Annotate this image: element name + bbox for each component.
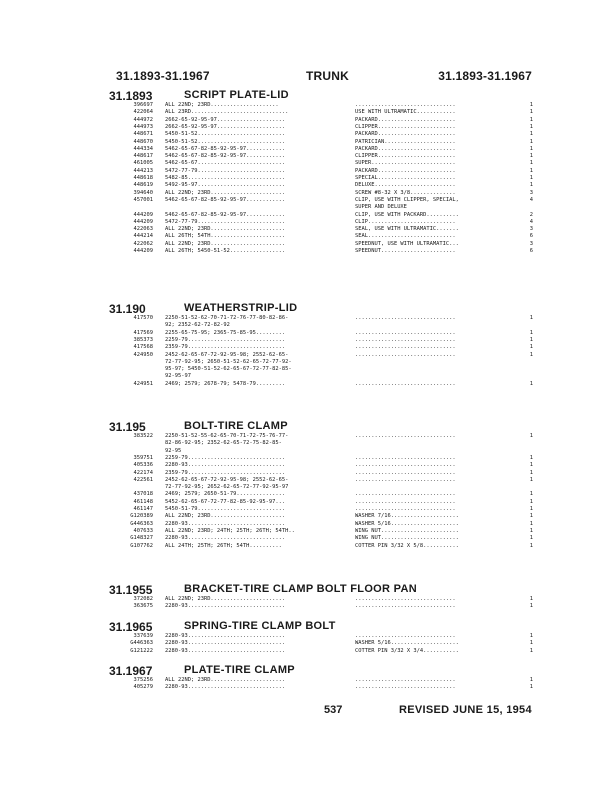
part-number: 422561 xyxy=(133,476,153,483)
application-models: 2259-79.............................. xyxy=(165,336,286,343)
application-models: 5462-65-67-82-85-92-95-97............ xyxy=(165,211,286,218)
application-models: ALL 22ND; 23RD....................... xyxy=(165,240,286,247)
section-number: 31.195 xyxy=(109,420,146,434)
quantity: 1 xyxy=(529,513,533,520)
application-models: 2280-93.............................. xyxy=(165,647,286,654)
part-description: SPEEDNUT....................... xyxy=(355,248,456,254)
quantity: 1 xyxy=(529,535,533,542)
part-number: 372082 xyxy=(133,596,153,602)
application-models: 2280-93.............................. xyxy=(165,535,286,542)
section-title: BOLT-TIRE CLAMP xyxy=(184,420,288,432)
part-row xyxy=(0,248,612,258)
part-description: ............................... xyxy=(355,336,456,343)
quantity: 6 xyxy=(529,233,533,240)
part-number: 444213 xyxy=(133,167,153,174)
part-number: 448670 xyxy=(133,138,153,145)
application-models: 2259-79.............................. xyxy=(165,454,286,461)
part-description: SUPER AND DELUXE xyxy=(355,204,407,211)
part-number: 444209 xyxy=(133,211,153,218)
part-description: ............................... xyxy=(355,476,456,483)
part-description: SEAL, USE WITH ULTRAMATIC....... xyxy=(355,226,459,233)
quantity: 1 xyxy=(529,351,533,358)
application-models: ALL 26TH; 54TH....................... xyxy=(165,233,286,240)
quantity: 1 xyxy=(529,380,533,387)
application-models: 5482-85.............................. xyxy=(165,175,286,181)
application-models: 92; 2352-62-72-82-92 xyxy=(165,322,230,329)
application-models: 2452-62-65-67-72-92-95-98; 2552-62-65- xyxy=(165,476,289,483)
application-models: ALL 22ND; 23RD..................... xyxy=(165,102,279,108)
quantity: 1 xyxy=(529,138,533,145)
quantity: 1 xyxy=(529,123,533,130)
part-row xyxy=(0,648,612,658)
quantity: 1 xyxy=(529,633,533,639)
part-row xyxy=(0,684,612,694)
application-models: 5462-65-67-82-85-92-95-97............ xyxy=(165,145,286,152)
part-number: 444209 xyxy=(133,218,153,225)
quantity: 1 xyxy=(529,329,533,336)
application-models: 5462-65-67........................... xyxy=(165,160,286,167)
application-models: ALL 26TH; 5450-51-52................. xyxy=(165,248,286,254)
quantity: 1 xyxy=(529,131,533,138)
application-models: 72-77-92-95; 2650-51-52-62-65-72-77-92- xyxy=(165,358,292,365)
application-models: 5450-51-52........................... xyxy=(165,131,286,138)
part-description: ............................... xyxy=(355,684,456,691)
quantity: 3 xyxy=(529,189,533,196)
part-number: G148327 xyxy=(130,535,153,542)
part-description: SCREW #8-32 X 3/8.............. xyxy=(355,189,456,196)
part-number: 461005 xyxy=(133,160,153,167)
part-description: PATRICIAN...................... xyxy=(355,138,456,145)
part-description: PACKARD........................ xyxy=(355,116,456,123)
application-models: 5492-95-97........................... xyxy=(165,182,286,189)
part-description: CLIPPER........................ xyxy=(355,153,456,160)
quantity: 4 xyxy=(529,196,533,203)
part-number: 424951 xyxy=(133,380,153,387)
application-models: 2469; 2579; 2678-79; 5478-79......... xyxy=(165,380,286,387)
application-models: 2280-93.............................. xyxy=(165,520,286,527)
application-models: 2280-93.............................. xyxy=(165,633,286,639)
part-description: PACKARD........................ xyxy=(355,145,456,152)
application-models: 5462-65-67-82-85-92-95-97............ xyxy=(165,153,286,160)
quantity: 1 xyxy=(529,344,533,351)
quantity: 1 xyxy=(529,102,533,108)
part-number: 417569 xyxy=(133,329,153,336)
quantity: 1 xyxy=(529,182,533,189)
application-models: 2280-93.............................. xyxy=(165,462,286,469)
quantity: 1 xyxy=(529,116,533,123)
part-description: USE WITH ULTRAMATIC............ xyxy=(355,109,456,116)
application-models: 72-77-92-95; 2652-62-65-72-77-92-95-97 xyxy=(165,484,289,491)
part-description: CLIP, USE WITH CLIPPER, SPECIAL, xyxy=(355,196,459,203)
part-description: ............................... xyxy=(355,498,456,505)
part-description: COTTER PIN 3/32 X 3/4........... xyxy=(355,647,459,654)
part-description: WING NUT........................ xyxy=(355,535,459,542)
part-number: 444209 xyxy=(133,248,153,254)
part-number: G121222 xyxy=(130,647,153,654)
part-description: ............................... xyxy=(355,380,456,387)
part-number: 407633 xyxy=(133,527,153,534)
part-number: 461148 xyxy=(133,498,153,505)
part-number: G446363 xyxy=(130,520,153,527)
part-number: 417568 xyxy=(133,344,153,351)
quantity: 1 xyxy=(529,677,533,683)
application-models: 2250-51-52-55-62-65-70-71-72-75-76-77- xyxy=(165,433,289,439)
application-models: 5472-77-79........................... xyxy=(165,218,286,225)
part-number: 396697 xyxy=(133,102,153,108)
part-description: ............................... xyxy=(355,633,456,639)
application-models: 2452-62-65-67-72-92-95-98; 2552-62-65- xyxy=(165,351,289,358)
application-models: ALL 22ND; 23RD....................... xyxy=(165,189,286,196)
quantity: 1 xyxy=(529,433,533,439)
application-models: ALL 22ND; 23RD....................... xyxy=(165,677,286,683)
quantity: 1 xyxy=(529,603,533,610)
part-number: 461147 xyxy=(133,506,153,512)
quantity: 1 xyxy=(529,640,533,647)
part-number: 448619 xyxy=(133,182,153,189)
part-description: ............................... xyxy=(355,469,456,476)
quantity: 1 xyxy=(529,498,533,505)
quantity: 1 xyxy=(529,336,533,343)
part-description: ............................... xyxy=(355,329,456,336)
section-title: SCRIPT PLATE-LID xyxy=(184,89,289,101)
application-models: ALL 22ND; 23RD....................... xyxy=(165,513,286,520)
part-number: 383522 xyxy=(133,433,153,439)
part-description: ............................... xyxy=(355,462,456,469)
application-models: 95-97; 5450-51-52-62-65-67-72-77-82-85- xyxy=(165,366,292,373)
part-description: ............................... xyxy=(355,596,456,602)
application-models: 2469; 2579; 2650-51-79............... xyxy=(165,491,286,498)
section-number: 31.190 xyxy=(109,302,146,316)
part-description: DELUXE......................... xyxy=(355,182,456,189)
quantity: 1 xyxy=(529,596,533,602)
part-description: WASHER 5/16..................... xyxy=(355,520,459,527)
part-description: SEAL........................... xyxy=(355,233,456,240)
part-number: 422064 xyxy=(133,109,153,116)
quantity: 4 xyxy=(529,218,533,225)
part-description: ............................... xyxy=(355,433,456,439)
application-models: 5450-51-79........................... xyxy=(165,506,286,512)
part-row xyxy=(0,603,612,613)
quantity: 1 xyxy=(529,684,533,691)
header-range-left: 31.1893-31.1967 xyxy=(116,69,210,83)
part-description: ............................... xyxy=(355,603,456,610)
quantity: 1 xyxy=(529,454,533,461)
quantity: 2 xyxy=(529,211,533,218)
section-title: PLATE-TIRE CLAMP xyxy=(184,664,295,676)
quantity: 1 xyxy=(529,160,533,167)
page-number: 537 xyxy=(324,704,343,716)
part-number: 422062 xyxy=(133,240,153,247)
quantity: 1 xyxy=(529,469,533,476)
part-description: CLIP........................... xyxy=(355,218,456,225)
header-category: TRUNK xyxy=(306,69,349,83)
part-number: 422174 xyxy=(133,469,153,476)
part-description: CLIPPER........................ xyxy=(355,123,456,130)
application-models: 2662-65-92-95-97..................... xyxy=(165,123,286,130)
part-number: 444214 xyxy=(133,233,153,240)
quantity: 3 xyxy=(529,240,533,247)
application-models: 2255-65-75-95; 2365-75-85-95......... xyxy=(165,329,286,336)
part-description: SPEEDNUT, USE WITH ULTRAMATIC... xyxy=(355,240,459,247)
part-number: G120389 xyxy=(130,513,153,520)
part-number: 375256 xyxy=(133,677,153,683)
part-number: 405336 xyxy=(133,462,153,469)
application-models: 2280-93.............................. xyxy=(165,603,286,610)
part-number: 448618 xyxy=(133,175,153,181)
part-row xyxy=(0,543,612,553)
section-number: 31.1965 xyxy=(109,620,153,634)
quantity: 1 xyxy=(529,462,533,469)
part-number: 337639 xyxy=(133,633,153,639)
section-title: WEATHERSTRIP-LID xyxy=(184,302,298,314)
part-description: WASHER 7/16..................... xyxy=(355,513,459,520)
application-models: 2359-79.............................. xyxy=(165,469,286,476)
part-description: PACKARD........................ xyxy=(355,167,456,174)
section-number: 31.1955 xyxy=(109,583,153,597)
quantity: 3 xyxy=(529,226,533,233)
quantity: 1 xyxy=(529,520,533,527)
application-models: 2359-79.............................. xyxy=(165,344,286,351)
quantity: 1 xyxy=(529,647,533,654)
quantity: 6 xyxy=(529,248,533,254)
part-number: 444334 xyxy=(133,145,153,152)
header-range-right: 31.1893-31.1967 xyxy=(438,69,532,83)
quantity: 1 xyxy=(529,167,533,174)
quantity: 1 xyxy=(529,109,533,116)
part-description: CLIP, USE WITH PACKARD.......... xyxy=(355,211,459,218)
section-number: 31.1893 xyxy=(109,89,153,103)
part-description: SPECIAL........................ xyxy=(355,175,456,181)
part-row xyxy=(0,381,612,391)
quantity: 1 xyxy=(529,175,533,181)
application-models: 92-95 xyxy=(165,447,182,454)
part-description: WING NUT........................ xyxy=(355,527,459,534)
part-description: ............................... xyxy=(355,491,456,498)
part-number: 359751 xyxy=(133,454,153,461)
quantity: 1 xyxy=(529,315,533,321)
application-models: 2662-65-92-95-97..................... xyxy=(165,116,286,123)
part-number: 405279 xyxy=(133,684,153,691)
application-models: 82-86-92-95; 2352-62-65-72-75-82-85- xyxy=(165,440,282,447)
part-number: 417570 xyxy=(133,315,153,321)
part-description: PACKARD........................ xyxy=(355,131,456,138)
part-description: ............................... xyxy=(355,344,456,351)
section-title: BRACKET-TIRE CLAMP BOLT FLOOR PAN xyxy=(184,583,417,595)
part-description: ............................... xyxy=(355,454,456,461)
application-models: 92-95-97 xyxy=(165,373,191,380)
application-models: 2280-93.............................. xyxy=(165,684,286,691)
quantity: 1 xyxy=(529,527,533,534)
application-models: 5452-62-65-67-72-77-82-85-92-95-97... xyxy=(165,498,286,505)
quantity: 1 xyxy=(529,153,533,160)
part-description: ............................... xyxy=(355,102,456,108)
revision-date: REVISED JUNE 15, 1954 xyxy=(399,704,532,716)
application-models: ALL 24TH; 25TH; 26TH; 54TH.......... xyxy=(165,542,282,549)
part-number: 448671 xyxy=(133,131,153,138)
part-number: 363675 xyxy=(133,603,153,610)
quantity: 1 xyxy=(529,476,533,483)
part-number: G446363 xyxy=(130,640,153,647)
part-description: ............................... xyxy=(355,351,456,358)
application-models: ALL 22ND; 23RD; 24TH; 25TH; 26TH; 54TH.. xyxy=(165,527,295,534)
part-number: 424950 xyxy=(133,351,153,358)
application-models: 5462-65-67-82-85-92-95-97............ xyxy=(165,196,286,203)
section-number: 31.1967 xyxy=(109,664,153,678)
part-number: 444973 xyxy=(133,123,153,130)
application-models: ALL 22ND; 23RD....................... xyxy=(165,596,286,602)
quantity: 1 xyxy=(529,145,533,152)
quantity: 1 xyxy=(529,542,533,549)
part-number: 444972 xyxy=(133,116,153,123)
application-models: ALL 22ND; 23RD....................... xyxy=(165,226,286,233)
section-title: SPRING-TIRE CLAMP BOLT xyxy=(184,620,336,632)
part-description: SUPER.......................... xyxy=(355,160,456,167)
part-description: COTTER PIN 3/32 X 5/8........... xyxy=(355,542,459,549)
part-number: 448617 xyxy=(133,153,153,160)
part-number: 422063 xyxy=(133,226,153,233)
part-description: WASHER 5/16..................... xyxy=(355,640,459,647)
application-models: 2280-93.............................. xyxy=(165,640,286,647)
part-description: ............................... xyxy=(355,506,456,512)
application-models: 2250-51-52-62-70-71-72-76-77-80-82-86- xyxy=(165,315,289,321)
quantity: 1 xyxy=(529,506,533,512)
part-number: 437018 xyxy=(133,491,153,498)
part-number: 457001 xyxy=(133,196,153,203)
application-models: 5472-77-79........................... xyxy=(165,167,286,174)
part-description: ............................... xyxy=(355,677,456,683)
part-description: ............................... xyxy=(355,315,456,321)
application-models: ALL 23RD.............................. xyxy=(165,109,289,116)
part-number: 385373 xyxy=(133,336,153,343)
part-number: 394640 xyxy=(133,189,153,196)
application-models: 5450-51-52........................... xyxy=(165,138,286,145)
quantity: 1 xyxy=(529,491,533,498)
part-number: G107762 xyxy=(130,542,153,549)
